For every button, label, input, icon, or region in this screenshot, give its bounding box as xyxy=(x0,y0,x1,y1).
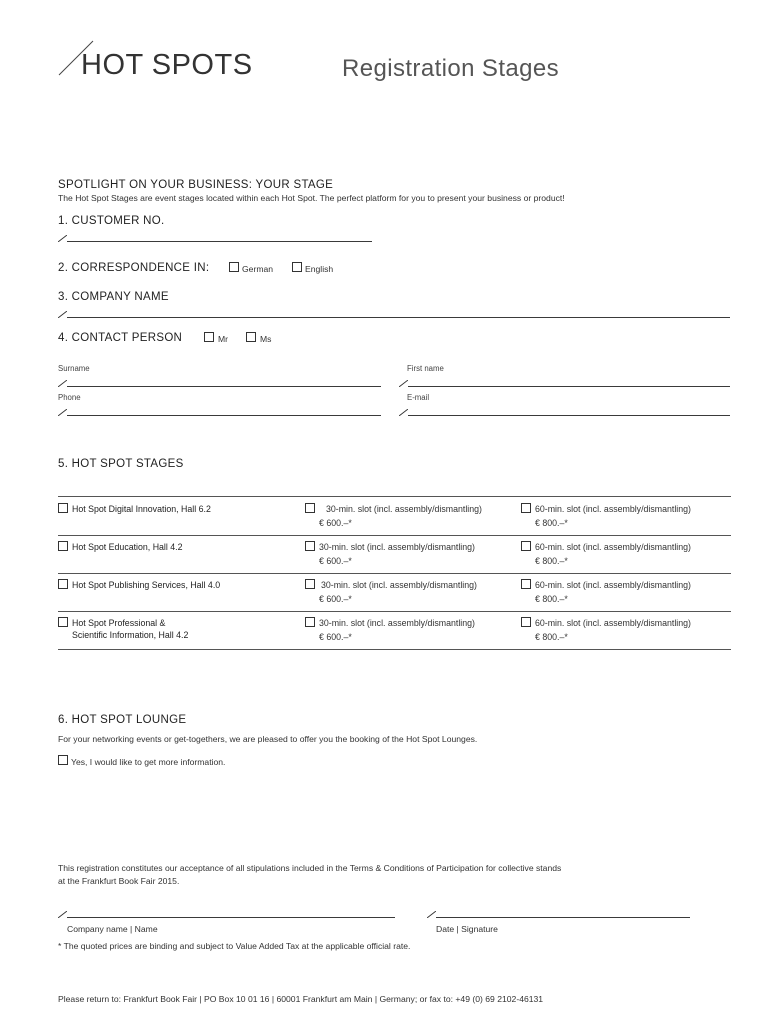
stage-3-price60: € 800.–* xyxy=(535,594,568,604)
stages-divider xyxy=(58,573,731,574)
price-footnote: * The quoted prices are binding and subject to Value Added Tax at the applicable official rate. xyxy=(58,941,411,951)
date-signature-label: Date | Signature xyxy=(436,924,498,934)
field-slash-icon xyxy=(399,380,408,387)
correspondence-heading: 2. CORRESPONDENCE IN: xyxy=(58,262,210,274)
lounge-text: For your networking events or get-togethers, we are pleased to offer you the booking of the Hot Spot Lounges. xyxy=(58,734,478,744)
mr-label: Mr xyxy=(218,334,229,344)
intro-text: The Hot Spot Stages are event stages located within each Hot Spot. The perfect platform for you to present your business or product! xyxy=(58,193,565,203)
date-signature-field[interactable] xyxy=(436,917,690,918)
stage-4-slot60-checkbox[interactable] xyxy=(521,617,531,627)
company-name-signature-label: Company name | Name xyxy=(67,924,158,934)
lounge-info-label: Yes, I would like to get more information. xyxy=(71,757,226,767)
return-address: Please return to: Frankfurt Book Fair | PO Box 10 01 16 | 60001 Frankfurt am Main | Germany; or fax to: +49 (0) 69 2102-46131 xyxy=(58,994,544,1004)
stage-3-name: Hot Spot Publishing Services, Hall 4.0 xyxy=(72,580,221,590)
stages-divider xyxy=(58,535,731,536)
stage-2-checkbox[interactable] xyxy=(58,541,68,551)
stage-2-slot60-checkbox[interactable] xyxy=(521,541,531,551)
field-slash-icon xyxy=(399,409,408,416)
stage-4-name-line1: Hot Spot Professional & xyxy=(72,618,166,628)
terms-line-2: at the Frankfurt Book Fair 2015. xyxy=(58,876,180,886)
stages-divider xyxy=(58,649,731,650)
contact-heading: 4. CONTACT PERSON xyxy=(58,332,183,344)
stage-4-slot60-label: 60-min. slot (incl. assembly/dismantling) xyxy=(535,618,691,628)
german-label: German xyxy=(242,264,274,274)
stage-1-slot60-label: 60-min. slot (incl. assembly/dismantling) xyxy=(535,504,691,514)
stage-2-slot30-label: 30-min. slot (incl. assembly/dismantling) xyxy=(319,542,475,552)
lounge-info-checkbox[interactable] xyxy=(58,755,68,765)
stage-2-price60: € 800.–* xyxy=(535,556,568,566)
brand-logo: HOT SPOTS xyxy=(81,49,253,81)
field-slash-icon xyxy=(58,911,67,918)
field-slash-icon xyxy=(58,235,67,242)
surname-label: Surname xyxy=(58,364,90,373)
intro-heading: SPOTLIGHT ON YOUR BUSINESS: YOUR STAGE xyxy=(58,179,334,191)
phone-field[interactable] xyxy=(67,415,381,416)
stage-1-price60: € 800.–* xyxy=(535,518,568,528)
english-label: English xyxy=(305,264,334,274)
stage-1-price30: € 600.–* xyxy=(319,518,352,528)
ms-checkbox[interactable] xyxy=(246,332,256,342)
stage-3-slot60-checkbox[interactable] xyxy=(521,579,531,589)
first-name-label: First name xyxy=(407,364,444,373)
stage-3-slot60-label: 60-min. slot (incl. assembly/dismantling) xyxy=(535,580,691,590)
field-slash-icon xyxy=(58,311,67,318)
stage-3-slot30-label: 30-min. slot (incl. assembly/dismantling) xyxy=(321,580,477,590)
stage-4-slot30-checkbox[interactable] xyxy=(305,617,315,627)
stage-1-slot30-label: 30-min. slot (incl. assembly/dismantling) xyxy=(326,504,482,514)
stage-4-price30: € 600.–* xyxy=(319,632,352,642)
page-title: Registration Stages xyxy=(342,55,560,82)
stage-1-name: Hot Spot Digital Innovation, Hall 6.2 xyxy=(72,504,211,514)
stage-4-checkbox[interactable] xyxy=(58,617,68,627)
lounge-heading: 6. HOT SPOT LOUNGE xyxy=(58,714,187,726)
english-checkbox[interactable] xyxy=(292,262,302,272)
company-name-signature-field[interactable] xyxy=(67,917,395,918)
stages-heading: 5. HOT SPOT STAGES xyxy=(58,458,184,470)
stage-2-slot30-checkbox[interactable] xyxy=(305,541,315,551)
field-slash-icon xyxy=(427,911,436,918)
ms-label: Ms xyxy=(260,334,272,344)
stage-3-slot30-checkbox[interactable] xyxy=(305,579,315,589)
customer-no-field[interactable] xyxy=(67,241,372,242)
surname-field[interactable] xyxy=(67,386,381,387)
field-slash-icon xyxy=(58,380,67,387)
german-checkbox[interactable] xyxy=(229,262,239,272)
field-slash-icon xyxy=(58,409,67,416)
customer-no-heading: 1. CUSTOMER NO. xyxy=(58,215,165,227)
stage-3-checkbox[interactable] xyxy=(58,579,68,589)
company-name-field[interactable] xyxy=(67,317,730,318)
phone-label: Phone xyxy=(58,393,81,402)
email-field[interactable] xyxy=(408,415,730,416)
stage-1-slot30-checkbox[interactable] xyxy=(305,503,315,513)
stage-4-slot30-label: 30-min. slot (incl. assembly/dismantling) xyxy=(319,618,475,628)
stage-1-slot60-checkbox[interactable] xyxy=(521,503,531,513)
stages-divider xyxy=(58,611,731,612)
stage-4-name-line2: Scientific Information, Hall 4.2 xyxy=(72,630,189,640)
terms-line-1: This registration constitutes our acceptance of all stipulations included in the Terms & Conditions of Participation for collective stands xyxy=(58,863,562,873)
stage-2-slot60-label: 60-min. slot (incl. assembly/dismantling) xyxy=(535,542,691,552)
first-name-field[interactable] xyxy=(408,386,730,387)
stage-2-name: Hot Spot Education, Hall 4.2 xyxy=(72,542,183,552)
stages-divider xyxy=(58,496,731,497)
email-label: E-mail xyxy=(407,393,430,402)
mr-checkbox[interactable] xyxy=(204,332,214,342)
stage-3-price30: € 600.–* xyxy=(319,594,352,604)
company-name-heading: 3. COMPANY NAME xyxy=(58,291,169,303)
stage-4-price60: € 800.–* xyxy=(535,632,568,642)
stage-2-price30: € 600.–* xyxy=(319,556,352,566)
stage-1-checkbox[interactable] xyxy=(58,503,68,513)
